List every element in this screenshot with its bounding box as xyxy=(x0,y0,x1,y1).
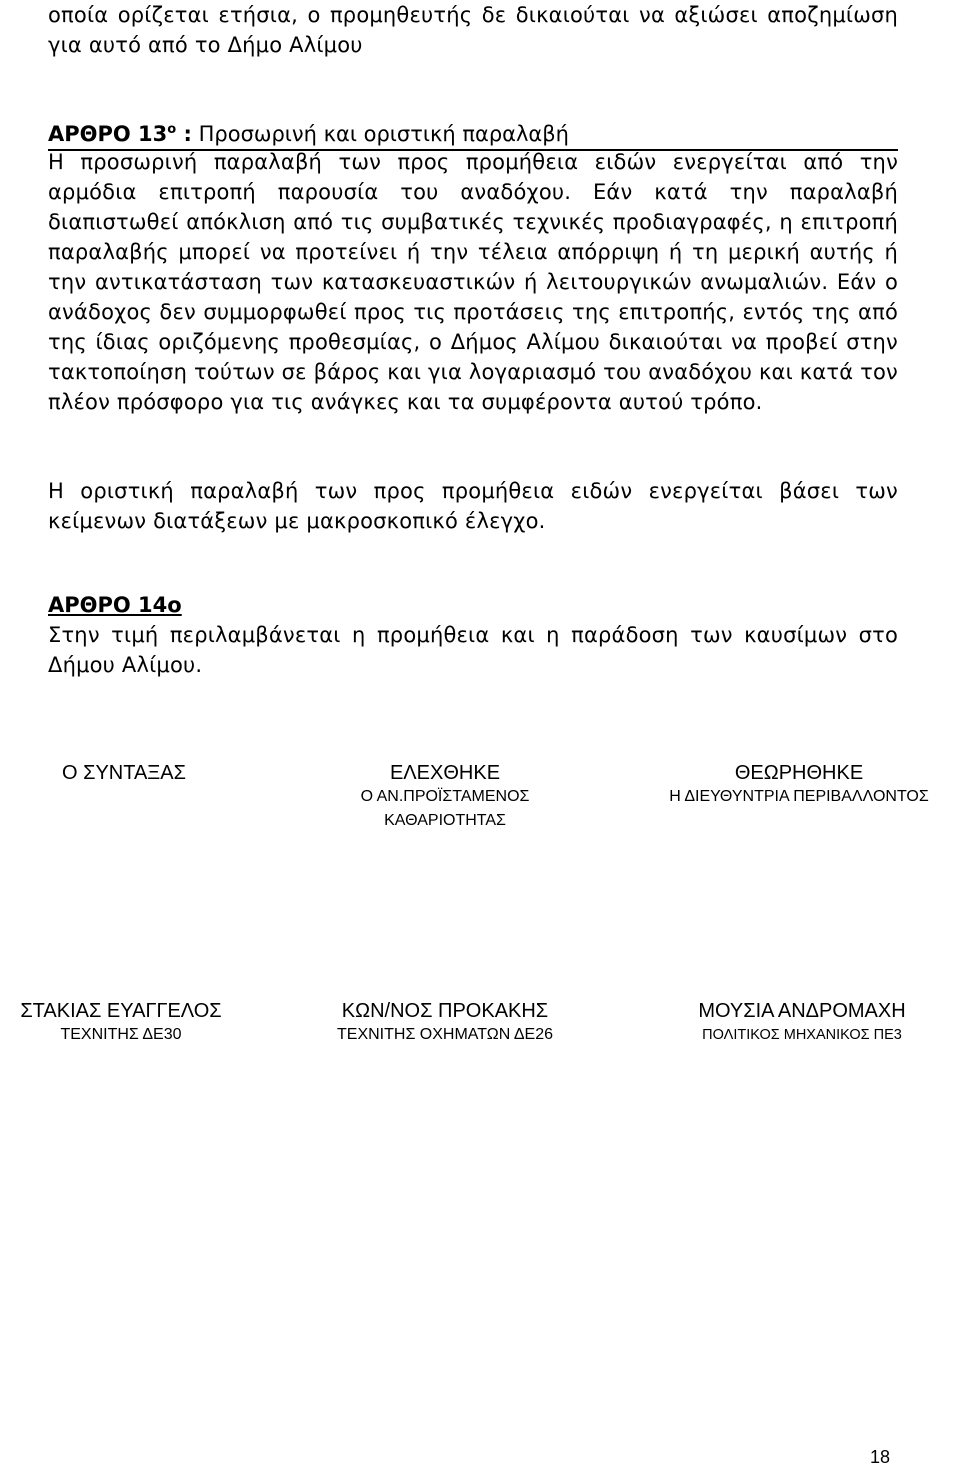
signatory-2 xyxy=(305,999,585,1047)
signatory-name: ΣΤΑΚΙΑΣ ΕΥΑΓΓΕΛΟΣ xyxy=(20,1000,222,1022)
signatory-role: ΤΕΧΝΙΤΗΣ ΟΧΗΜΑΤΩΝ ΔΕ26 xyxy=(337,1026,553,1043)
intro-paragraph: οποία ορίζεται ετήσια, ο προμηθευτής δε δικαιούται να αξιώσει αποζημίωση για αυτό από το Δήμο Αλίμου xyxy=(48,3,898,57)
signature-role: Η ΔΙΕΥΘΥΝΤΡΙΑ ΠΕΡΙΒΑΛΛΟΝΤΟΣ xyxy=(669,788,929,805)
signature-checked-by xyxy=(330,761,560,833)
signatory-role: ΤΕΧΝΙΤΗΣ ΔΕ30 xyxy=(60,1026,182,1043)
article-13-colon: : xyxy=(176,122,192,146)
page-number: 18 xyxy=(870,1447,891,1467)
signature-drafted-by xyxy=(44,761,204,785)
article-13-paragraph-2: Η οριστική παραλαβή των προς προμήθεια ειδών ενεργείται βάσει των κείμενων διατάξεων με μακροσκοπικό έλεγχο. xyxy=(48,479,898,533)
article-13-ordinal-sup: ο xyxy=(167,122,177,137)
signatory-3 xyxy=(670,999,934,1047)
signatory-role: ΠΟΛΙΤΙΚΟΣ ΜΗΧΑΝΙΚΟΣ ΠΕ3 xyxy=(702,1027,902,1043)
article-13-paragraph-1: Η προσωρινή παραλαβή των προς προμήθεια ειδών ενεργείται από την αρμόδια επιτροπή παρουσία του αναδόχου. Εάν κατά την παραλαβή διαπιστωθεί απόκλιση από τις συμβατικές τεχνικές προδιαγραφές, η επιτροπή παραλαβής μπορεί να προτείνει ή την τέλεια απόρριψη ή τη μερική αυτής ή την αντικατάσταση των κατασκευαστικών ή λειτουργικών ανωμαλιών. Εάν ο ανάδοχος δεν συμμορφωθεί προς τις προτάσεις της επιτροπής, εντός της από της ίδιας οριζόμενης προθεσμίας, ο Δήμος Αλίμου δικαιούται να προβεί στην τακτοποίηση τούτων σε βάρος και για λογαριασμό του αναδόχου και κατά τον πλέον πρόσφορο για τις ανάγκες και τα συμφέροντα αυτού τρόπο. xyxy=(48,150,898,414)
signature-role: ΚΑΘΑΡΙΟΤΗΤΑΣ xyxy=(384,812,506,829)
article-14-heading: ΑΡΘΡΟ 14ο xyxy=(48,593,182,617)
signature-title: Ο ΣΥΝΤΑΞΑΣ xyxy=(61,762,187,784)
signatory-name: ΜΟΥΣΙΑ ΑΝΔΡΟΜΑΧΗ xyxy=(698,1000,906,1022)
signatory-name: ΚΩΝ/ΝΟΣ ΠΡΟΚΑΚΗΣ xyxy=(341,1000,549,1022)
signature-title: ΘΕΩΡΗΘΗΚΕ xyxy=(734,762,864,784)
signature-title: ΕΛΕΧΘΗΚΕ xyxy=(389,762,501,784)
signature-approved-by xyxy=(640,761,958,809)
article-13-heading xyxy=(48,115,898,151)
signature-role: Ο ΑΝ.ΠΡΟΪΣΤΑΜΕΝΟΣ xyxy=(360,788,530,805)
article-13-label: ΑΡΘΡΟ 13 xyxy=(48,122,168,146)
article-13-subtitle: Προσωρινή και οριστική παραλαβή xyxy=(191,122,569,146)
signatory-1 xyxy=(0,999,242,1047)
article-14-paragraph: Στην τιμή περιλαμβάνεται η προμήθεια και η παράδοση των καυσίμων στο Δήμου Αλίμου. xyxy=(48,623,898,677)
